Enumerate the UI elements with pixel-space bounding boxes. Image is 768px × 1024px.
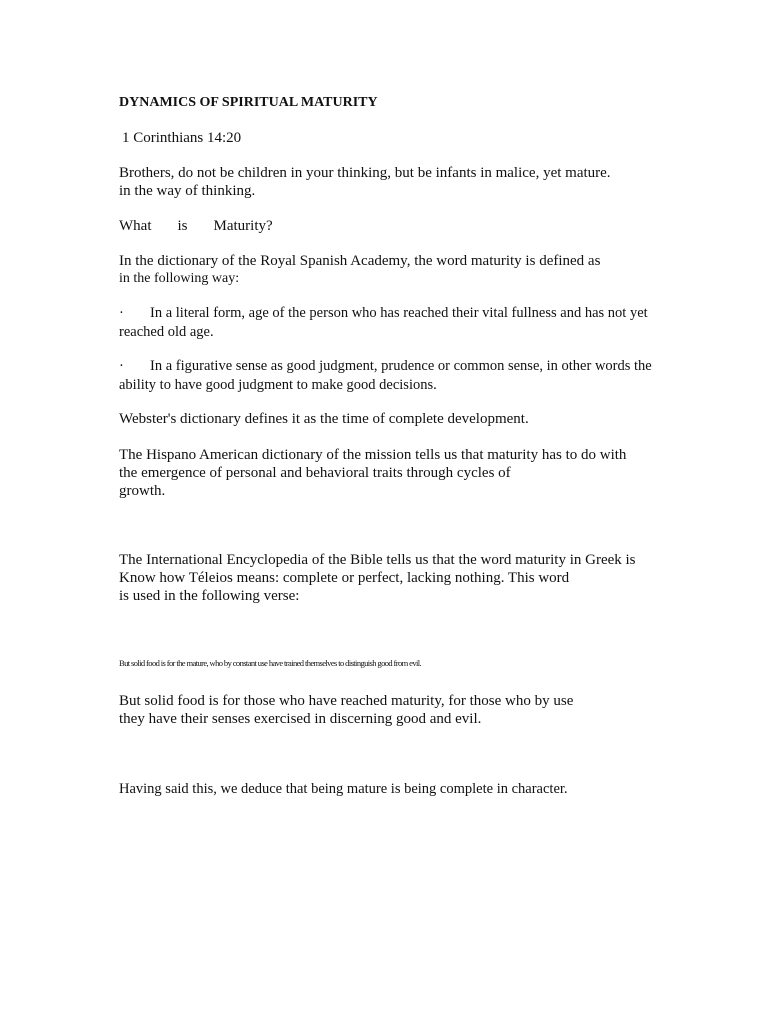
encyclopedia-line: Know how Téleios means: complete or perfect, lacking nothing. This word [119, 570, 570, 586]
dictionary-paragraph [119, 252, 600, 288]
hispano-line: the emergence of personal and behavioral traits through cycles of [119, 465, 511, 481]
verse-line: in the way of thinking. [119, 183, 256, 199]
dictionary-line: in the following way: [119, 271, 240, 286]
dictionary-line: In the dictionary of the Royal Spanish Academy, the word maturity is defined as [119, 253, 601, 269]
verse-line: Brothers, do not be children in your thinking, but be infants in malice, yet mature. [119, 165, 611, 181]
document-title: DYNAMICS OF SPIRITUAL MATURITY [119, 95, 378, 110]
bullet-text: ability to have good judgment to make good decisions. [119, 377, 437, 393]
bullet-text: In a literal form, age of the person who has reached their vital fullness and has not yet [150, 305, 648, 321]
question-word: What [119, 218, 152, 234]
verse-paragraph [119, 164, 611, 200]
encyclopedia-line: is used in the following verse: [119, 588, 300, 604]
tiny-quote: But solid food is for the mature, who by constant use have trained themselves to distinguish good from evil. [119, 658, 422, 668]
question-heading [119, 217, 273, 235]
bullet-text: reached old age. [119, 324, 214, 340]
scripture-reference: 1 Corinthians 14:20 [122, 130, 242, 146]
question-word: is [177, 218, 188, 234]
solid-food-paragraph [119, 692, 573, 728]
hispano-line: The Hispano American dictionary of the mission tells us that maturity has to do with [119, 447, 627, 463]
question-word: Maturity? [213, 218, 273, 234]
bullet-item-literal [119, 304, 648, 342]
bullet-symbol: · [119, 358, 124, 374]
hispano-paragraph [119, 446, 626, 500]
bullet-item-figurative [119, 357, 652, 395]
bullet-text: In a figurative sense as good judgment, prudence or common sense, in other words the [150, 358, 652, 374]
webster-paragraph: Webster's dictionary defines it as the time of complete development. [119, 411, 529, 427]
encyclopedia-line: The International Encyclopedia of the Bible tells us that the word maturity in Greek is [119, 552, 636, 568]
hispano-line: growth. [119, 483, 166, 499]
conclusion-paragraph: Having said this, we deduce that being mature is being complete in character. [119, 781, 568, 797]
solid-food-line: But solid food is for those who have reached maturity, for those who by use [119, 693, 574, 709]
encyclopedia-paragraph [119, 551, 636, 605]
solid-food-line: they have their senses exercised in discerning good and evil. [119, 711, 482, 727]
bullet-symbol: · [119, 305, 124, 321]
